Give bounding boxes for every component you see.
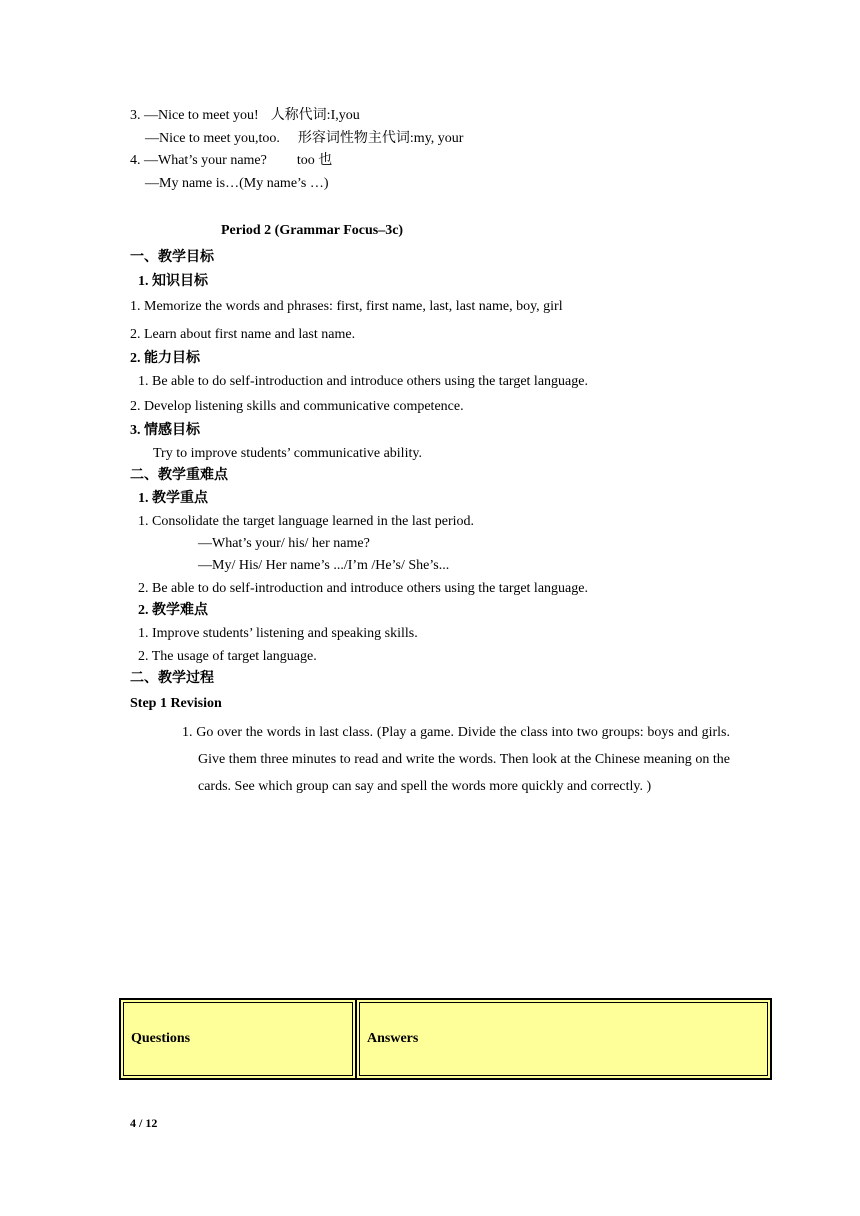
subheading-focus: 1. 教学重点 xyxy=(138,491,208,506)
ability-item-1: 1. Be able to do self-introduction and introduce others using the target language. xyxy=(138,374,588,389)
difficulty-item-1: 1. Improve students’ listening and speaking skills. xyxy=(138,626,418,641)
dialogue-text: 4. —What’s your name? xyxy=(130,153,267,168)
vocab-note: too 也 xyxy=(296,153,333,168)
ability-item-2: 2. Develop listening skills and communicative competence. xyxy=(130,399,464,414)
section-heading-objectives: 一、教学目标 xyxy=(130,250,214,265)
table-row xyxy=(120,999,771,1079)
subheading-difficulty: 2. 教学难点 xyxy=(138,603,208,618)
focus-example-2: —My/ His/ Her name’s .../I’m /He’s/ She’s... xyxy=(198,558,450,573)
page-number: 4 / 12 xyxy=(130,1116,158,1130)
period-heading: Period 2 (Grammar Focus–3c) xyxy=(221,223,404,238)
dialogue-line-4-reply: —My name is…(My name’s …) xyxy=(145,176,329,191)
dialogue-text: 3. —Nice to meet you! xyxy=(130,108,259,123)
dialogue-line-3-reply xyxy=(145,129,463,149)
knowledge-item-1: 1. Memorize the words and phrases: first, first name, last, last name, boy, girl xyxy=(130,299,563,314)
questions-answers-table xyxy=(119,998,772,1080)
dialogue-line-4 xyxy=(130,151,332,171)
knowledge-item-2: 2. Learn about first name and last name. xyxy=(130,327,356,342)
subheading-emotion: 3. 情感目标 xyxy=(130,423,200,438)
section-heading-process: 二、教学过程 xyxy=(130,671,214,686)
grammar-note: 人称代词:I,you xyxy=(270,108,360,123)
difficulty-item-2: 2. The usage of target language. xyxy=(138,649,317,664)
emotion-item: Try to improve students’ communicative ability. xyxy=(153,446,422,461)
section-heading-key-points: 二、教学重难点 xyxy=(130,468,228,483)
grammar-note: 形容词性物主代词:my, your xyxy=(297,131,464,146)
subheading-ability: 2. 能力目标 xyxy=(130,351,200,366)
subheading-knowledge: 1. 知识目标 xyxy=(138,274,208,289)
step-1-paragraph xyxy=(182,719,730,800)
answers-header-cell: Answers xyxy=(356,999,771,1079)
focus-item-2: 2. Be able to do self-introduction and introduce others using the target language. xyxy=(138,581,588,596)
questions-header-cell: Questions xyxy=(120,999,356,1079)
focus-example-1: —What’s your/ his/ her name? xyxy=(198,536,370,551)
focus-item-1: 1. Consolidate the target language learned in the last period. xyxy=(138,514,475,529)
step-1-text: 1. Go over the words in last class. (Play a game. Divide the class into two groups: boys and girls. Give them three minutes to read and write the words. Then look at the Chinese meaning on the cards. See which group can say and spell the words more quickly and correctly. ) xyxy=(182,725,730,794)
step-heading: Step 1 Revision xyxy=(130,696,222,711)
dialogue-text: —Nice to meet you,too. xyxy=(145,131,280,146)
dialogue-line-3 xyxy=(130,106,360,126)
